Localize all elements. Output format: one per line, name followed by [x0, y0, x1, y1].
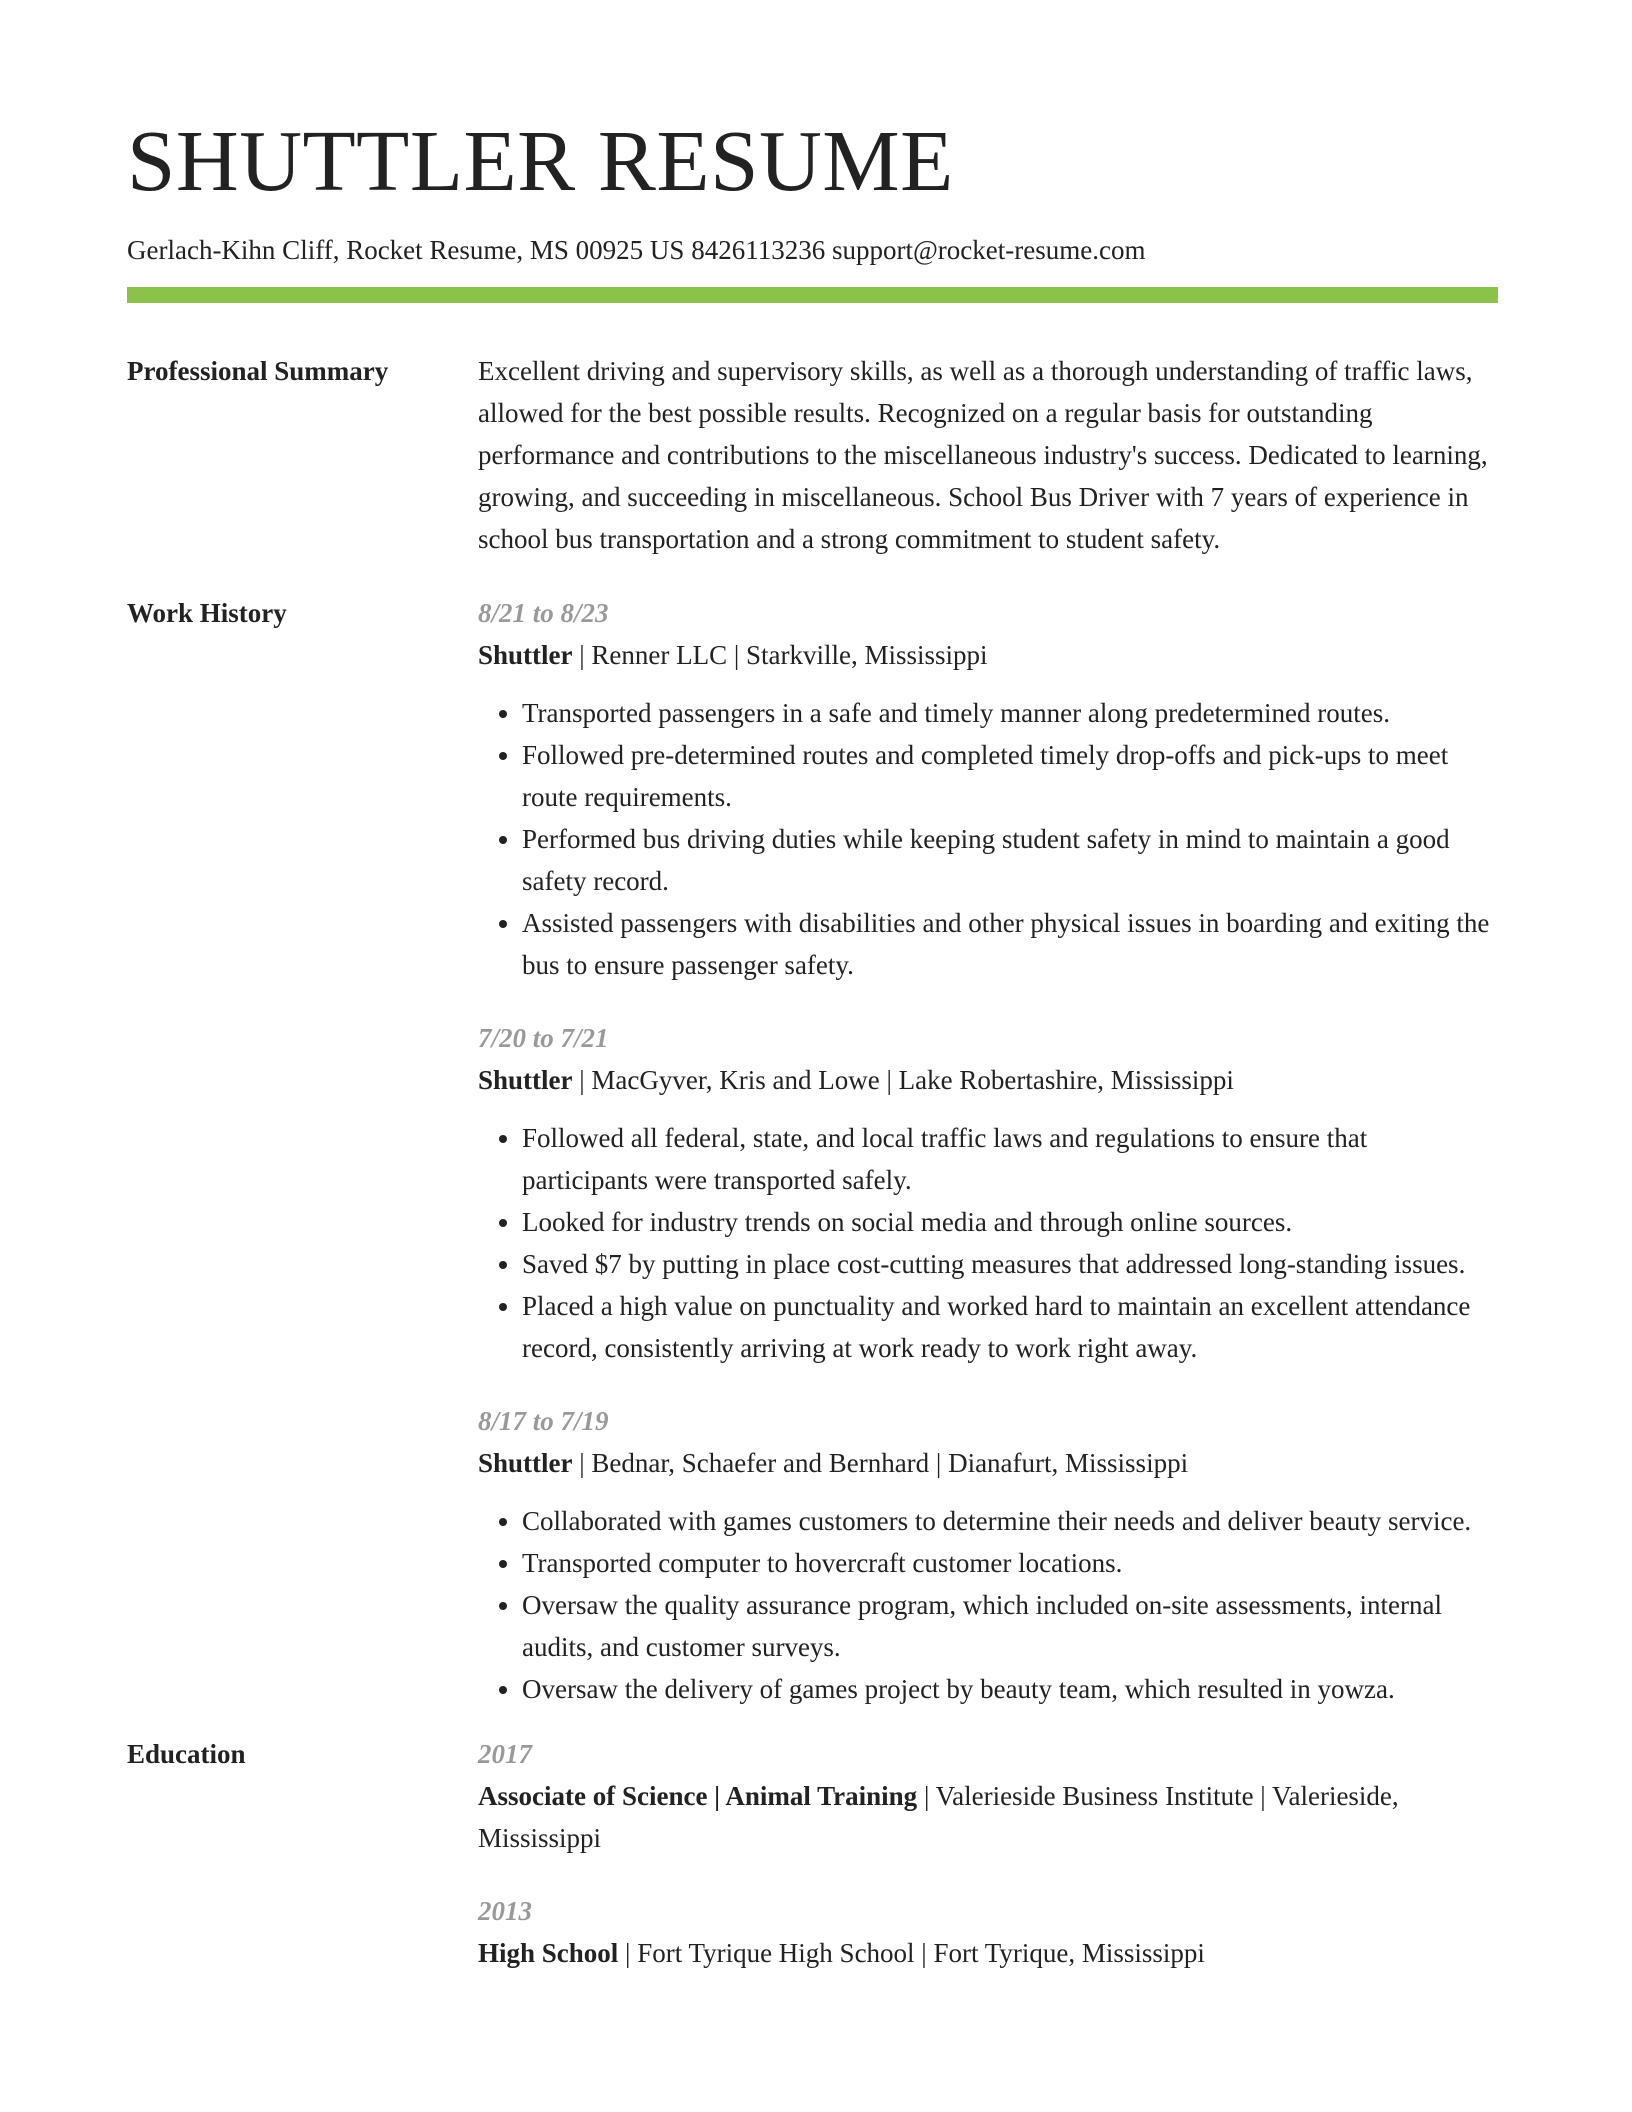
- job-dates: 7/20 to 7/21: [478, 1023, 609, 1054]
- resume-name: SHUTTLER RESUME: [127, 112, 954, 209]
- job-bullet: • Transported computer to hovercraft customer locations.: [522, 1542, 1498, 1584]
- job-entry: [478, 1017, 1498, 1369]
- job-title: Shuttler: [478, 1065, 573, 1096]
- job-dates: 8/21 to 8/23: [478, 598, 609, 629]
- summary-text: Excellent driving and supervisory skills, as well as a thorough understanding of traffic laws, allowed for the best possible results. Recognized on a regular basis for outstanding performance and contributions to the miscellaneous industry's success. Dedicated to learning, growing, and succeeding in miscellaneous. School Bus Driver with 7 years of experience in school bus transportation and a strong commitment to student safety.: [478, 356, 1488, 555]
- job-bullet: • Collaborated with games customers to determine their needs and deliver beauty service.: [522, 1500, 1498, 1542]
- work-history-list: [478, 592, 1498, 1710]
- job-bullets: [478, 1117, 1498, 1369]
- header-divider: [127, 287, 1498, 303]
- education-heading: [478, 1932, 1498, 1974]
- job-bullet: • Oversaw the quality assurance program, which included on-site assessments, internal audits, and customer surveys.: [522, 1584, 1498, 1668]
- section-label-work: Work History: [127, 598, 287, 629]
- job-bullets: [478, 692, 1498, 986]
- job-bullets: [478, 1500, 1498, 1710]
- section-label-summary: Professional Summary: [127, 356, 389, 387]
- job-bullet: • Followed all federal, state, and local traffic laws and regulations to ensure that participants were transported safely.: [522, 1117, 1498, 1201]
- education-entry: [478, 1733, 1498, 1859]
- job-title: Shuttler: [478, 1448, 573, 1479]
- job-bullet: • Followed pre-determined routes and completed timely drop-offs and pick-ups to meet route requirements.: [522, 734, 1498, 818]
- education-entry: [478, 1890, 1498, 1974]
- education-list: [478, 1733, 1498, 1974]
- summary-section: [127, 350, 1505, 560]
- job-bullet: • Transported passengers in a safe and timely manner along predetermined routes.: [522, 692, 1498, 734]
- education-details: | Valerieside Business Institute | Valerieside, Mississippi: [478, 1781, 1399, 1854]
- contact-line: Gerlach-Kihn Cliff, Rocket Resume, MS 00925 US 8426113236 support@rocket-resume.com: [127, 235, 1146, 265]
- education-degree: High School: [478, 1938, 619, 1969]
- job-details: | MacGyver, Kris and Lowe | Lake Robertashire, Mississippi: [572, 1065, 1234, 1096]
- job-title: Shuttler: [478, 640, 573, 671]
- education-year: 2017: [478, 1739, 532, 1770]
- job-bullet: • Saved $7 by putting in place cost-cutting measures that addressed long-standing issues.: [522, 1243, 1498, 1285]
- job-entry: [478, 1400, 1498, 1710]
- work-history-section: [127, 592, 1505, 1710]
- job-bullet: • Performed bus driving duties while keeping student safety in mind to maintain a good safety record.: [522, 818, 1498, 902]
- job-heading: [478, 634, 1498, 676]
- job-bullet: • Looked for industry trends on social media and through online sources.: [522, 1201, 1498, 1243]
- job-bullet: • Assisted passengers with disabilities and other physical issues in boarding and exiting the bus to ensure passenger safety.: [522, 902, 1498, 986]
- education-section: [127, 1733, 1505, 1974]
- job-heading: [478, 1059, 1498, 1101]
- job-bullet: • Oversaw the delivery of games project by beauty team, which resulted in yowza.: [522, 1668, 1498, 1710]
- job-bullet: • Placed a high value on punctuality and worked hard to maintain an excellent attendance record, consistently arriving at work ready to work right away.: [522, 1285, 1498, 1369]
- education-details: | Fort Tyrique High School | Fort Tyrique, Mississippi: [618, 1938, 1205, 1969]
- job-entry: [478, 592, 1498, 986]
- section-label-education: Education: [127, 1739, 246, 1770]
- job-dates: 8/17 to 7/19: [478, 1406, 609, 1437]
- job-details: | Bednar, Schaefer and Bernhard | Dianafurt, Mississippi: [572, 1448, 1189, 1479]
- education-heading: [478, 1775, 1498, 1859]
- education-year: 2013: [478, 1896, 532, 1927]
- education-degree: Associate of Science | Animal Training: [478, 1781, 918, 1812]
- job-details: | Renner LLC | Starkville, Mississippi: [572, 640, 988, 671]
- job-heading: [478, 1442, 1498, 1484]
